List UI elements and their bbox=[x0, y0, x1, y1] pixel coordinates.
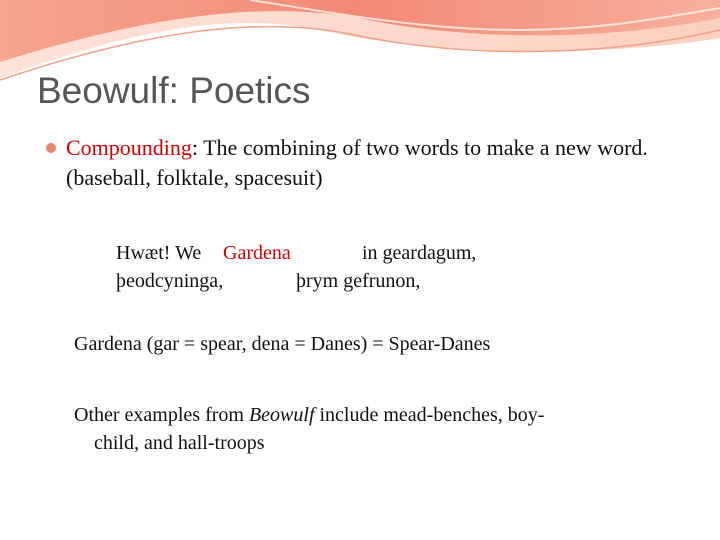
verse-line1-start: Hwæt! We bbox=[116, 242, 202, 264]
term-compounding: Compounding bbox=[66, 135, 192, 160]
bullet-dot-icon bbox=[46, 143, 56, 153]
verse-line2-start: þeodcyninga, bbox=[116, 270, 224, 292]
examples-before: Other examples from bbox=[74, 404, 249, 426]
beowulf-italic: Beowulf bbox=[248, 404, 315, 426]
examples-line-2: child, and hall-troops bbox=[94, 432, 265, 454]
term-definition: : The combining of two words to make a new word. (baseball, folktale, spacesuit) bbox=[66, 135, 648, 190]
slide-title: Beowulf: Poetics bbox=[37, 70, 311, 111]
examples-line-1 bbox=[74, 401, 654, 429]
verse-gardena: Gardena bbox=[223, 242, 291, 264]
examples-after: include mead-benches, boy- bbox=[314, 404, 545, 426]
verse-line1-end: in geardagum, bbox=[362, 242, 477, 264]
bullet-text bbox=[66, 133, 666, 193]
other-examples bbox=[74, 401, 654, 457]
verse-line2-end: þrym gefrunon, bbox=[296, 270, 421, 292]
bullet-compounding bbox=[46, 133, 666, 193]
gardena-gloss: Gardena (gar = spear, dena = Danes) = Spear-Danes bbox=[74, 333, 491, 355]
